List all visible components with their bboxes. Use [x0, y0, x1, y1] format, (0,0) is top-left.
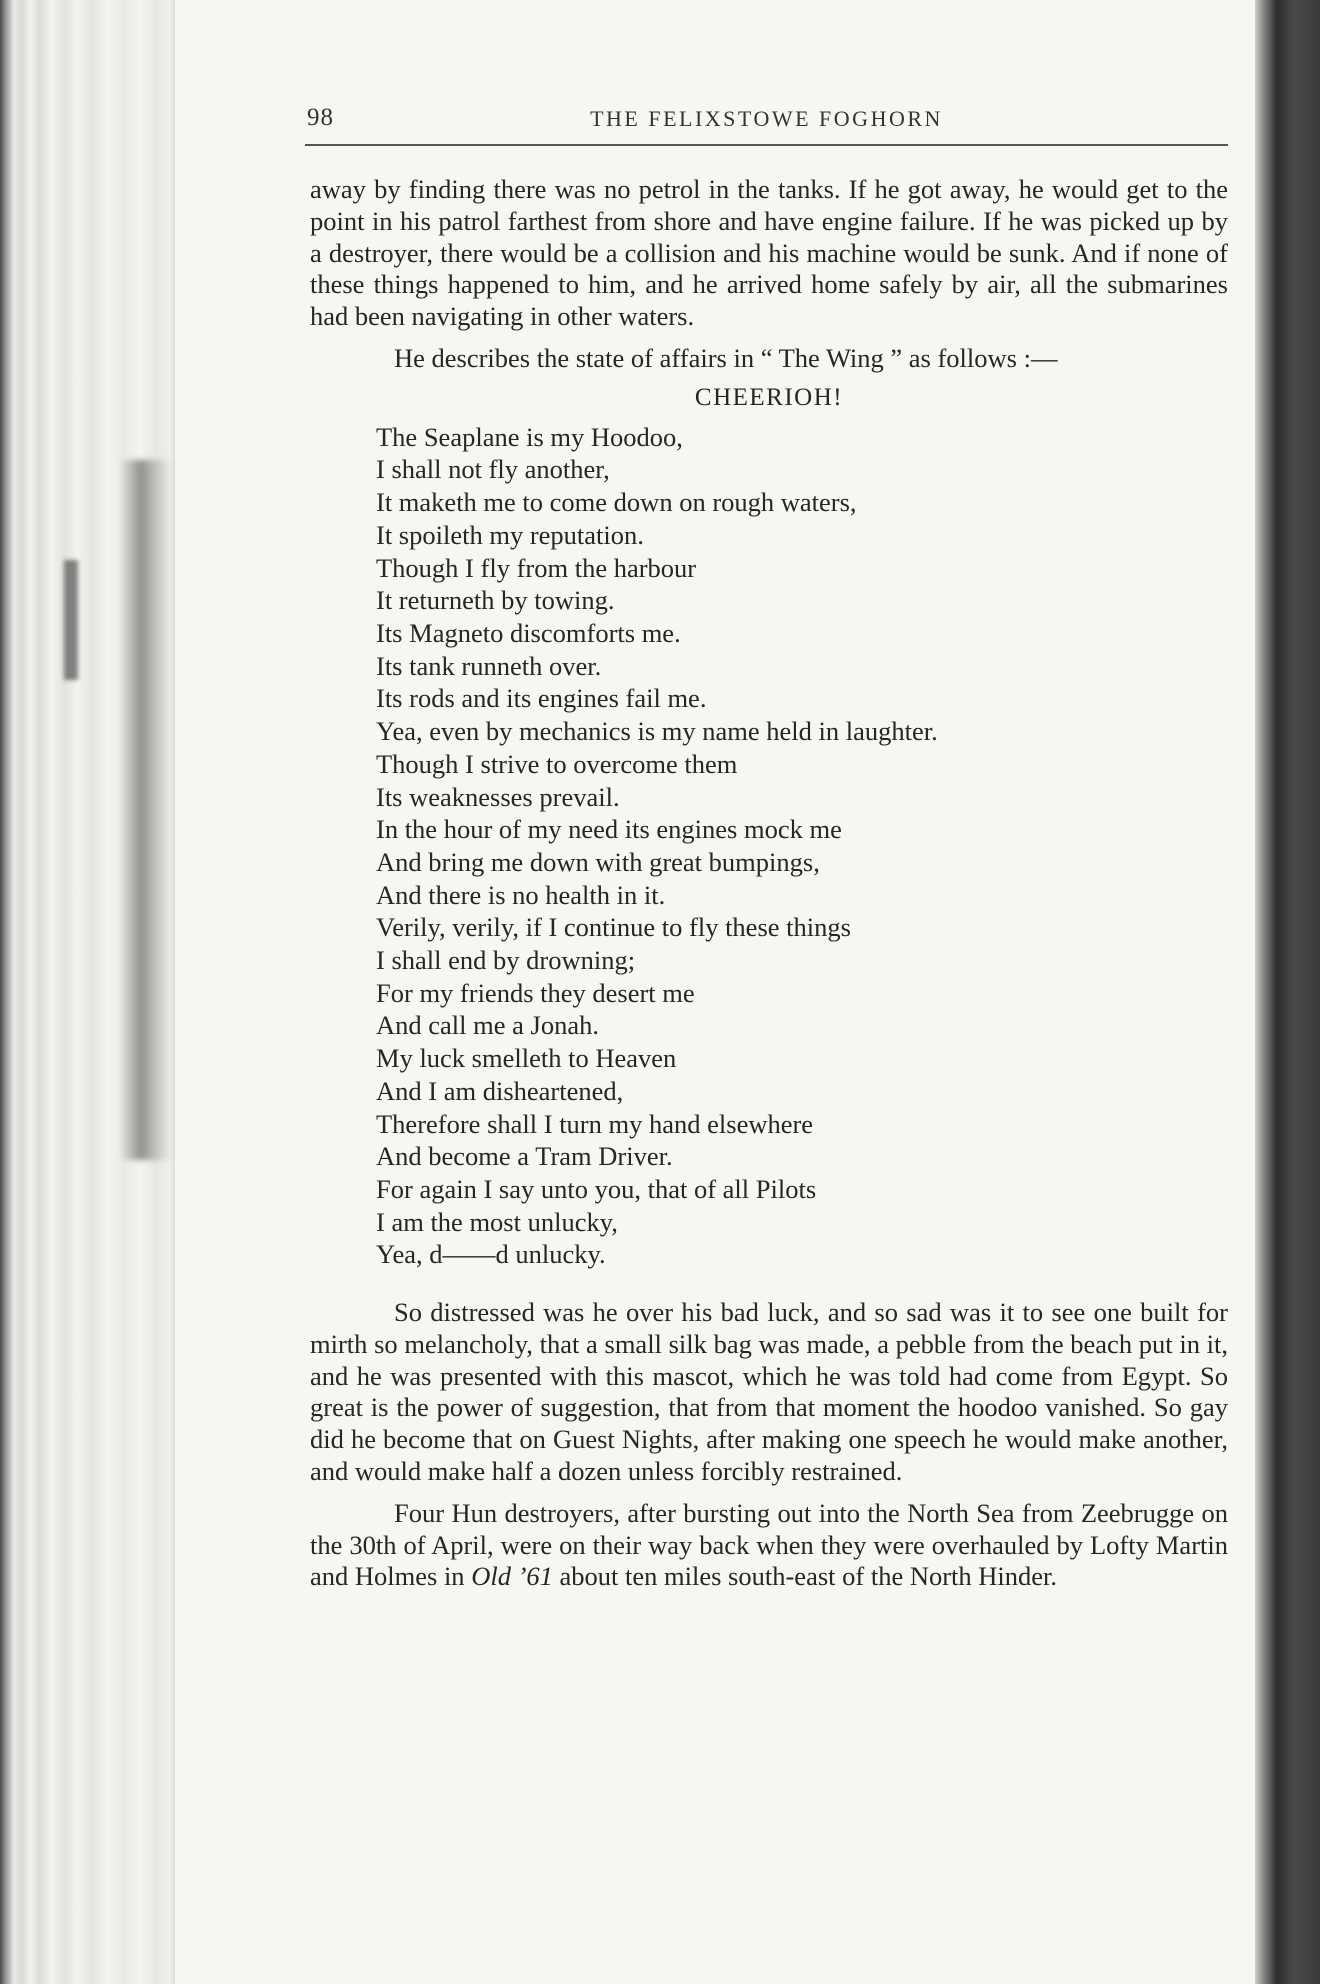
page-header — [305, 104, 1228, 146]
poem-line: And bring me down with great bumpings, — [376, 846, 820, 877]
poem-line: And there is no health in it. — [376, 879, 666, 910]
poem-line: Therefore shall I turn my hand elsewhere — [376, 1108, 814, 1139]
ink-smudge — [64, 560, 78, 680]
book-spine — [1255, 0, 1320, 1984]
poem-line: I am the most unlucky, — [376, 1206, 618, 1237]
poem — [376, 421, 1228, 1271]
ink-smudge — [120, 460, 172, 1160]
paragraph: away by finding there was no petrol in the tanks. If he got away, he would get to the point in his patrol farthest from shore and have engine failure. If he was picked up by a destroyer, there would be a collision and his machine would be sunk. And if none of these things happened to him, and he arrived home safely by air, all the submarines had been navigating in other waters. — [310, 174, 1228, 332]
poem-line: The Seaplane is my Hoodoo, — [376, 421, 683, 452]
poem-line: For again I say unto you, that of all Pilots — [376, 1173, 817, 1204]
poem-line: It maketh me to come down on rough waters, — [376, 487, 857, 518]
poem-line: Though I fly from the harbour — [376, 552, 697, 583]
boat-name: Old ’61 — [471, 1561, 553, 1592]
poem-line: And I am disheartened, — [376, 1075, 624, 1106]
paragraph — [310, 1498, 1228, 1593]
paragraph-text: about ten miles south-east of the North Hinder. — [552, 1561, 1058, 1592]
poem-line: My luck smelleth to Heaven — [376, 1043, 677, 1074]
running-title: THE FELIXSTOWE FOGHORN — [590, 106, 943, 131]
poem-line: Its rods and its engines fail me. — [376, 683, 707, 714]
page-body — [310, 174, 1228, 1593]
poem-line: Its tank runneth over. — [376, 650, 602, 681]
page-number: 98 — [307, 104, 334, 131]
poem-line: It returneth by towing. — [376, 585, 615, 616]
poem-line: And become a Tram Driver. — [376, 1141, 673, 1172]
paragraph: He describes the state of affairs in “ The Wing ” as follows :— — [394, 342, 1058, 373]
paragraph: So distressed was he over his bad luck, and so sad was it to see one built for mirth so melancholy, that a small silk bag was made, a pebble from the beach put in it, and he was presented with this mascot, which he was told had come from Egypt. So great is the power of suggestion, that from that moment the hoodoo vanished. So gay did he become that on Guest Nights, after making one speech he would make another, and would make half a dozen unless forcibly restrained. — [310, 1297, 1228, 1487]
poem-line: And call me a Jonah. — [376, 1010, 599, 1041]
poem-line: For my friends they desert me — [376, 977, 695, 1008]
poem-title: CHEERIOH! — [694, 383, 844, 411]
poem-line: I shall end by drowning; — [376, 945, 636, 976]
poem-line: Yea, even by mechanics is my name held in laughter. — [376, 716, 938, 747]
poem-line: Yea, d——d unlucky. — [376, 1239, 606, 1270]
poem-line: Its weaknesses prevail. — [376, 781, 620, 812]
poem-line: I shall not fly another, — [376, 454, 610, 485]
poem-line: Verily, verily, if I continue to fly these things — [376, 912, 851, 943]
poem-line: It spoileth my reputation. — [376, 519, 644, 550]
poem-line: Its Magneto discomforts me. — [376, 618, 681, 648]
paragraph-text: Four Hun destroyers, after bursting out into the North Sea from Zeebrugge on the 30th of April, were on their way back when they were overhauled by Lofty Martin and Holmes in — [310, 1497, 1228, 1592]
poem-line: Though I strive to overcome them — [376, 748, 738, 779]
poem-line: In the hour of my need its engines mock me — [376, 814, 842, 845]
page-edges — [0, 0, 175, 1984]
